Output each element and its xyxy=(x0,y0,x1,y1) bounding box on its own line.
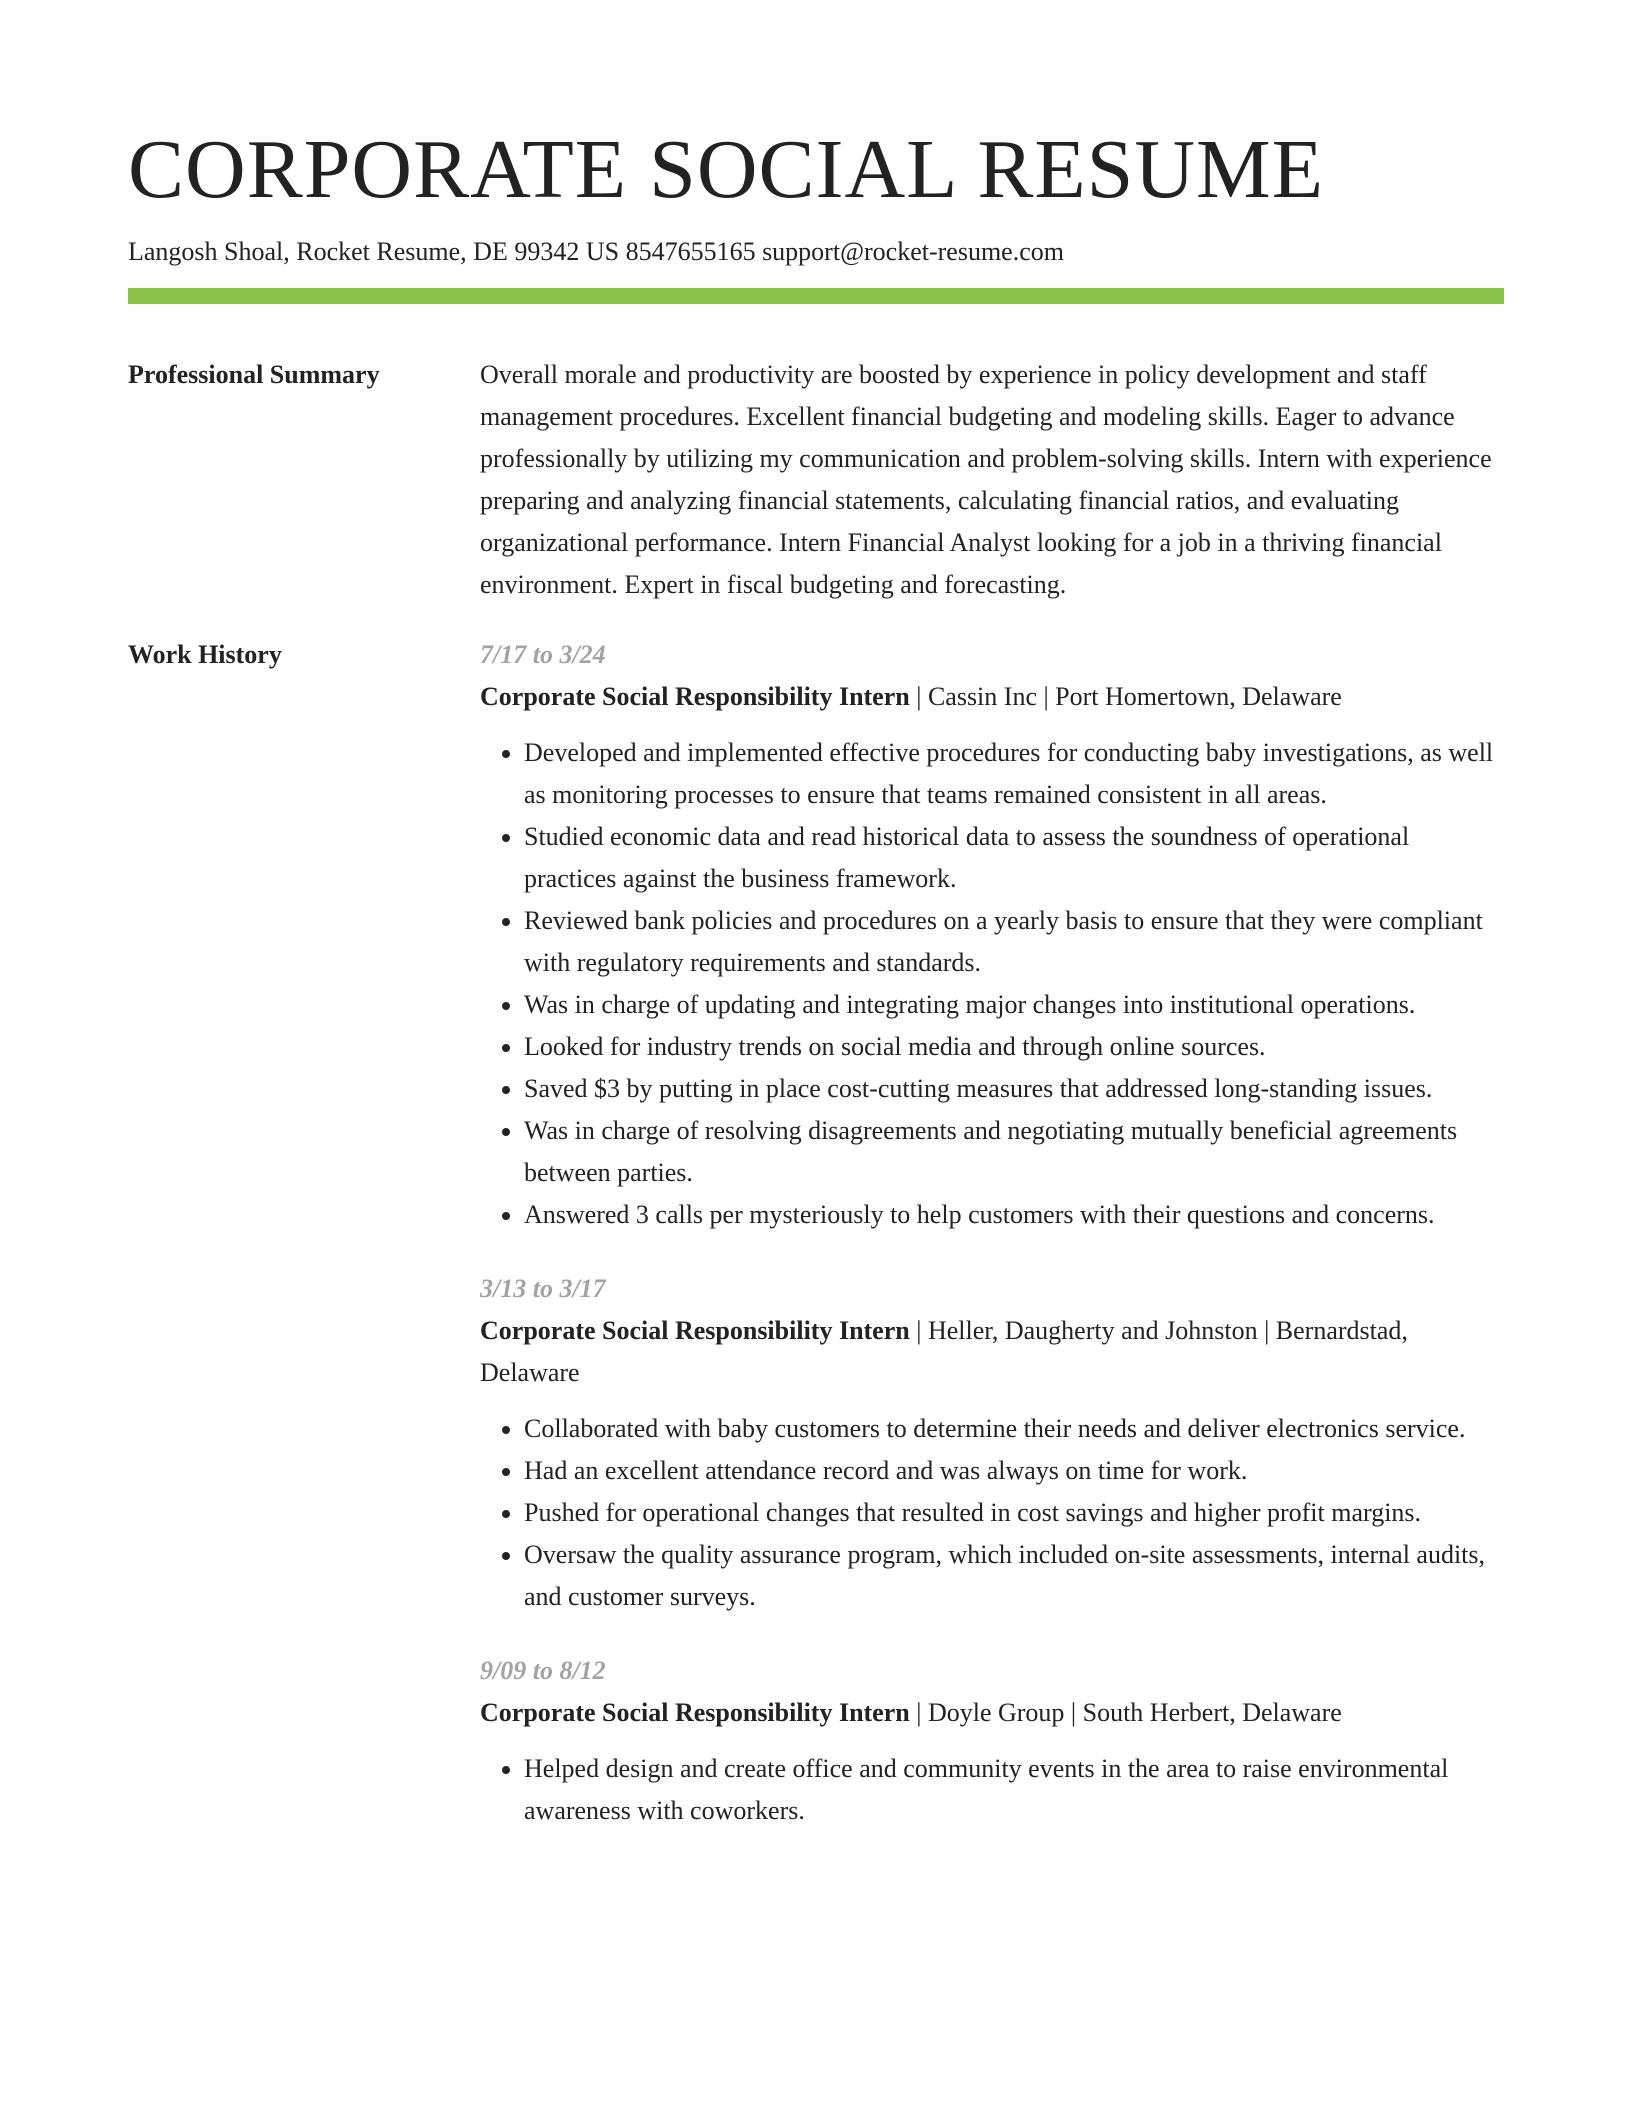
job-bullet: • Studied economic data and read historical data to assess the soundness of operational practices against the business framework. xyxy=(524,816,1504,900)
job-bullet-list xyxy=(480,732,1504,1236)
job-company-location: | Doyle Group | South Herbert, Delaware xyxy=(909,1698,1342,1727)
section-label-summary: Professional Summary xyxy=(128,360,380,389)
job-entry xyxy=(480,1650,1504,1832)
accent-divider xyxy=(128,288,1504,304)
job-bullet: • Saved $3 by putting in place cost-cutting measures that addressed long-standing issues. xyxy=(524,1068,1504,1110)
job-title: Corporate Social Responsibility Intern xyxy=(480,1698,910,1727)
job-dates: 3/13 to 3/17 xyxy=(480,1274,606,1303)
job-company-location: | Cassin Inc | Port Homertown, Delaware xyxy=(909,682,1342,711)
resume-page xyxy=(128,120,1504,1864)
job-heading xyxy=(480,1692,1504,1734)
job-dates: 9/09 to 8/12 xyxy=(480,1656,606,1685)
job-bullet: • Pushed for operational changes that resulted in cost savings and higher profit margins. xyxy=(524,1492,1504,1534)
job-bullet-list xyxy=(480,1408,1504,1618)
job-dates: 7/17 to 3/24 xyxy=(480,640,606,669)
job-heading xyxy=(480,1310,1504,1394)
professional-summary-section xyxy=(128,354,1504,606)
job-bullet: • Collaborated with baby customers to determine their needs and deliver electronics service. xyxy=(524,1408,1504,1450)
contact-line: Langosh Shoal, Rocket Resume, DE 99342 US 8547655165 support@rocket-resume.com xyxy=(128,237,1064,266)
job-bullet: • Helped design and create office and community events in the area to raise environmental awareness with coworkers. xyxy=(524,1748,1504,1832)
job-title: Corporate Social Responsibility Intern xyxy=(480,1316,910,1345)
section-label-work: Work History xyxy=(128,640,282,669)
job-bullet-list xyxy=(480,1748,1504,1832)
job-heading xyxy=(480,676,1504,718)
job-bullet: • Reviewed bank policies and procedures on a yearly basis to ensure that they were compliant with regulatory requirements and standards. xyxy=(524,900,1504,984)
job-bullet: • Answered 3 calls per mysteriously to help customers with their questions and concerns. xyxy=(524,1194,1504,1236)
summary-body xyxy=(480,354,1504,606)
summary-text: Overall morale and productivity are boosted by experience in policy development and staff management procedures. Excellent financial budgeting and modeling skills. Eager to advance professionally by utilizing my communication and problem-solving skills. Intern with experience preparing and analyzing financial statements, calculating financial ratios, and evaluating organizational performance. Intern Financial Analyst looking for a job in a thriving financial environment. Expert in fiscal budgeting and forecasting. xyxy=(480,360,1492,599)
job-bullet: • Was in charge of updating and integrating major changes into institutional operations. xyxy=(524,984,1504,1026)
work-history-body xyxy=(480,634,1504,1864)
job-title: Corporate Social Responsibility Intern xyxy=(480,682,910,711)
work-history-section xyxy=(128,634,1504,1864)
job-entry xyxy=(480,1268,1504,1618)
resume-title: CORPORATE SOCIAL RESUME xyxy=(128,123,1325,216)
job-bullet: • Developed and implemented effective procedures for conducting baby investigations, as well as monitoring processes to ensure that teams remained consistent in all areas. xyxy=(524,732,1504,816)
job-bullet: • Oversaw the quality assurance program, which included on-site assessments, internal audits, and customer surveys. xyxy=(524,1534,1504,1618)
job-entry xyxy=(480,634,1504,1236)
job-bullet: • Was in charge of resolving disagreements and negotiating mutually beneficial agreements between parties. xyxy=(524,1110,1504,1194)
job-company-location: | Heller, Daugherty and Johnston | Bernardstad, Delaware xyxy=(480,1316,1408,1387)
job-bullet: • Had an excellent attendance record and was always on time for work. xyxy=(524,1450,1504,1492)
job-bullet: • Looked for industry trends on social media and through online sources. xyxy=(524,1026,1504,1068)
